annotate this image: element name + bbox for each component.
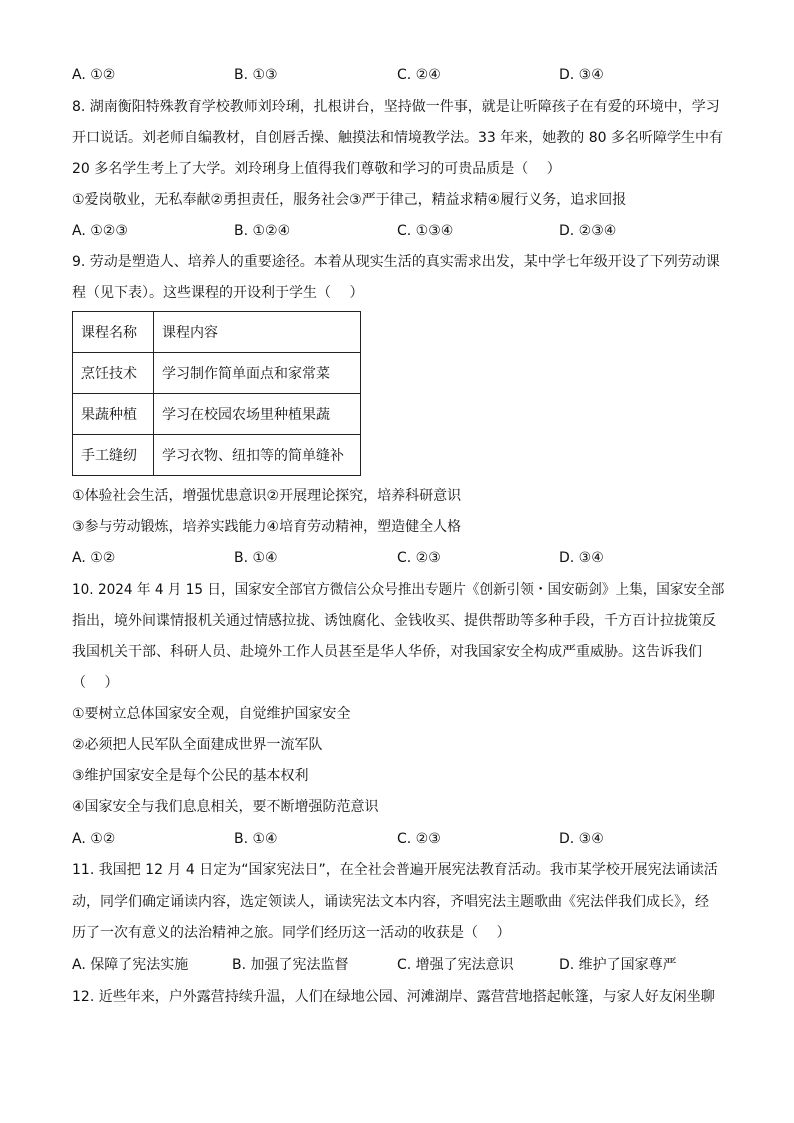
q10-option-c[interactable]: C. ②③	[397, 831, 441, 847]
table-row	[73, 435, 361, 476]
q9-options	[72, 548, 732, 568]
q9-statements-line-2: ③参与劳动锻炼，培养实践能力④培育劳动精神，塑造健全人格	[72, 519, 462, 535]
q10-statement-3: ③维护国家安全是每个公民的基本权利	[72, 768, 309, 784]
q9-stem-line-1: 9. 劳动是塑造人、培养人的重要途径。本着从现实生活的真实需求出发，某中学七年级开设了下列劳动课	[72, 254, 720, 270]
q10-option-b[interactable]: B. ①④	[234, 831, 278, 847]
q8-option-b[interactable]: B. ①②④	[234, 223, 291, 239]
q8-stem-line-1: 8. 湖南衡阳特殊教育学校教师刘玲琍，扎根讲台，坚持做一件事，就是让听障孩子在有爱的环境中，学习	[72, 99, 720, 115]
q8-stem-line-2: 开口说话。刘老师自编教材，自创唇舌操、触摸法和情境教学法。33 年来，她教的 80 多名听障学生中有	[72, 130, 723, 146]
q11-option-d[interactable]: D. 维护了国家尊严	[559, 957, 677, 973]
table-row	[73, 394, 361, 435]
q8-option-d[interactable]: D. ②③④	[559, 223, 617, 239]
q7-option-c[interactable]: C. ②④	[397, 67, 441, 83]
q10-stem-line-4: （ ）	[72, 675, 119, 691]
table-header-cell: 课程名称	[73, 312, 154, 353]
q10-stem-line-1: 10. 2024 年 4 月 15 日，国家安全部官方微信公众号推出专题片《创新引领・国安砺剑》上集，国家安全部	[72, 582, 725, 598]
q9-stem-line-2: 程（见下表）。这些课程的开设利于学生（ ）	[72, 285, 364, 301]
table-cell: 学习在校园农场里种植果蔬	[154, 394, 361, 435]
table-header-row	[73, 312, 361, 353]
table-row	[73, 353, 361, 394]
table-cell: 果蔬种植	[73, 394, 154, 435]
q11-option-a[interactable]: A. 保障了宪法实施	[72, 957, 189, 973]
q12-stem-line-1: 12. 近些年来，户外露营持续升温，人们在绿地公园、河滩湖岸、露营营地搭起帐篷，与家人好友闲坐聊	[72, 989, 715, 1005]
table-cell: 学习制作简单面点和家常菜	[154, 353, 361, 394]
table-cell: 手工缝纫	[73, 435, 154, 476]
q10-statement-4: ④国家安全与我们息息相关，要不断增强防范意识	[72, 799, 379, 815]
q11-stem-line-3: 历了一次有意义的法治精神之旅。同学们经历这一活动的收获是（ ）	[72, 925, 511, 941]
q7-option-d[interactable]: D. ③④	[559, 67, 604, 83]
q9-option-c[interactable]: C. ②③	[397, 550, 441, 566]
q10-statement-1: ①要树立总体国家安全观，自觉维护国家安全	[72, 706, 351, 722]
q8-option-a[interactable]: A. ①②③	[72, 223, 128, 239]
q9-option-b[interactable]: B. ①④	[234, 550, 278, 566]
q10-stem-line-2: 指出，境外间谍情报机关通过情感拉拢、诱蚀腐化、金钱收买、提供帮助等多种手段，千方百计拉拢策反	[72, 613, 716, 629]
q9-option-d[interactable]: D. ③④	[559, 550, 604, 566]
q11-stem-line-1: 11. 我国把 12 月 4 日定为“国家宪法日”，在全社会普遍开展宪法教育活动。我市某学校开展宪法诵读活	[72, 862, 718, 878]
q8-statements: ①爱岗敬业，无私奉献②勇担责任，服务社会③严于律己，精益求精④履行义务，追求回报	[72, 192, 627, 208]
q10-options	[72, 829, 732, 849]
q9-option-a[interactable]: A. ①②	[72, 550, 116, 566]
table-cell: 烹饪技术	[73, 353, 154, 394]
q10-option-a[interactable]: A. ①②	[72, 831, 116, 847]
q10-stem-line-3: 我国机关干部、科研人员、赴境外工作人员甚至是华人华侨，对我国家安全构成严重威胁。这告诉我们	[72, 644, 702, 660]
table-header-cell: 课程内容	[154, 312, 361, 353]
q8-stem-line-3: 20 多名学生考上了大学。刘玲琍身上值得我们尊敬和学习的可贵品质是（ ）	[72, 161, 561, 177]
q11-options	[72, 955, 732, 975]
q8-option-c[interactable]: C. ①③④	[397, 223, 454, 239]
q7-options	[72, 65, 732, 85]
q9-statements-line-1: ①体验社会生活，增强忧患意识②开展理论探究，培养科研意识	[72, 488, 462, 504]
q8-options	[72, 221, 732, 241]
q11-option-c[interactable]: C. 增强了宪法意识	[397, 957, 514, 973]
q7-option-a[interactable]: A. ①②	[72, 67, 116, 83]
q11-option-b[interactable]: B. 加强了宪法监督	[232, 957, 349, 973]
course-table	[72, 311, 361, 476]
q7-option-b[interactable]: B. ①③	[234, 67, 278, 83]
q11-stem-line-2: 动，同学们确定诵读内容，选定领读人，诵读宪法文本内容，齐唱宪法主题歌曲《宪法伴我们成长》，经	[72, 894, 709, 910]
table-cell: 学习衣物、纽扣等的简单缝补	[154, 435, 361, 476]
q10-option-d[interactable]: D. ③④	[559, 831, 604, 847]
q10-statement-2: ②必须把人民军队全面建成世界一流军队	[72, 737, 323, 753]
